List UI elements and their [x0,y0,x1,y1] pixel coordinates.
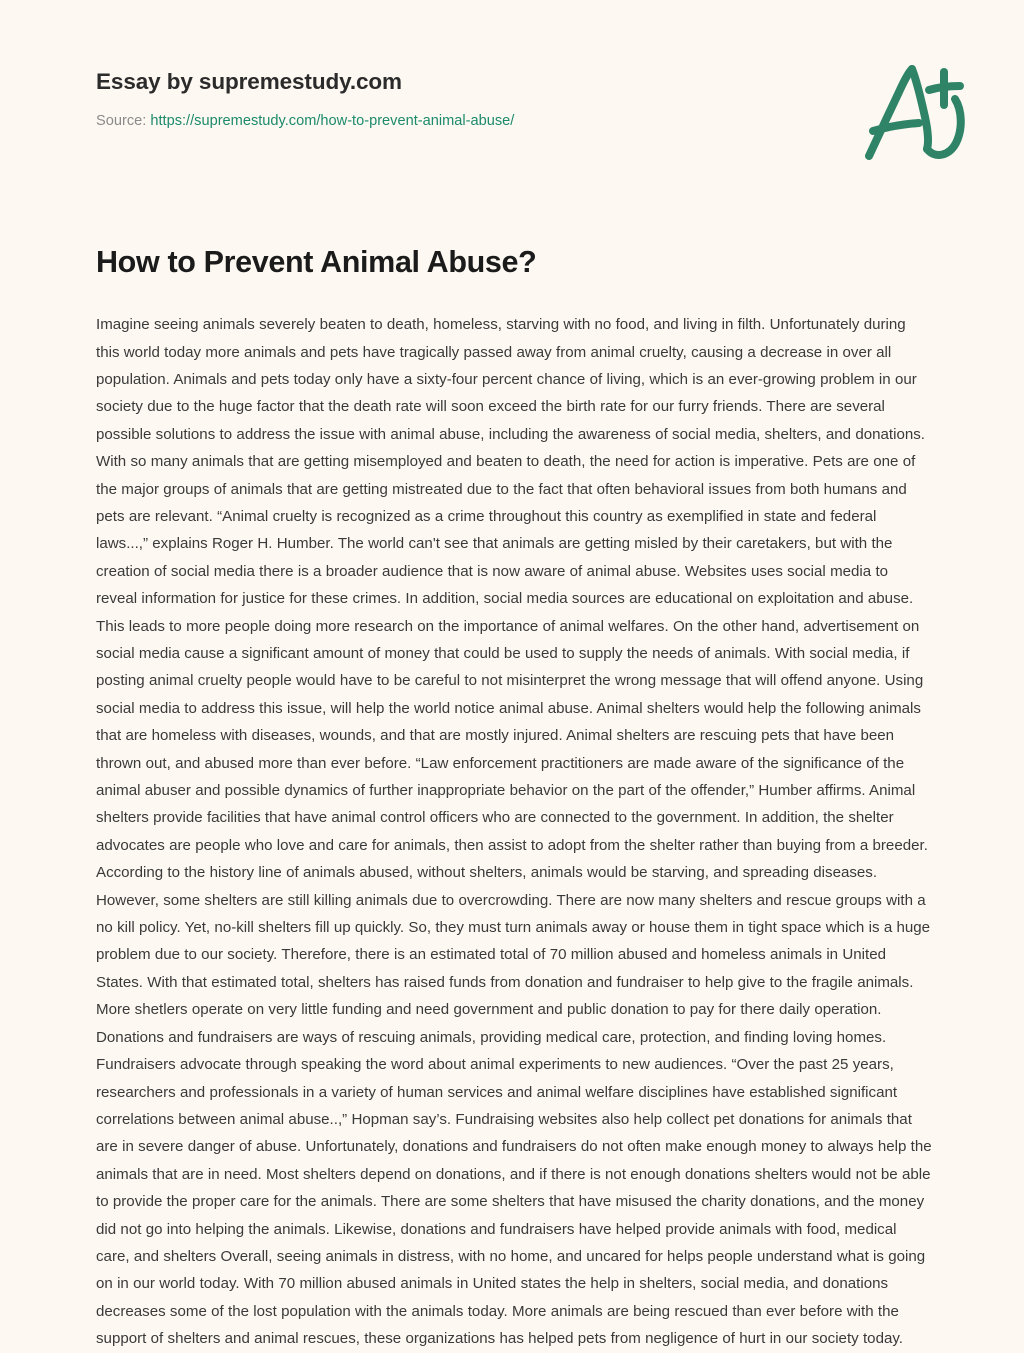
article-container [96,243,932,1353]
page-title: How to Prevent Animal Abuse? [96,245,537,279]
a-plus-logo [857,55,972,165]
a-plus-logo-icon [857,55,972,165]
article-body-text: Imagine seeing animals severely beaten to death, homeless, starving with no food, and living in filth. Unfortunately during this world today more animals and pets have tragically passed away from animal cruelty, causing a decrease in over all population. Animals and pets today only have a sixty-four percent chance of living, which is an ever-growing problem in our society due to the huge factor that the death rate will soon exceed the birth rate for our furry friends. There are several possible solutions to address the issue with animal abuse, including the awareness of social media, shelters, and donations. With so many animals that are getting misemployed and beaten to death, the need for action is imperative. Pets are one of the major groups of animals that are getting mistreated due to the fact that often behavioral issues from both humans and pets are relevant. “Animal cruelty is recognized as a crime throughout this country as exemplified in state and federal laws...,” explains Roger H. Humber. The world can't see that animals are getting misled by their caretakers, but with the creation of social media there is a broader audience that is now aware of animal abuse. Websites uses social media to reveal information for justice for these crimes. In addition, social media sources are educational on exploitation and abuse. This leads to more people doing more research on the importance of animal welfares. On the other hand, advertisement on social media cause a significant amount of money that could be used to supply the needs of animals. With social media, if posting animal cruelty people would have to be careful to not misinterpret the wrong message that will offend anyone. Using social media to address this issue, will help the world notice animal abuse. Animal shelters would help the following animals that are homeless with diseases, wounds, and that are mostly injured. Animal shelters are rescuing pets that have been thrown out, and abused more than ever before. “Law enforcement practitioners are made aware of the significance of the animal abuser and possible dynamics of further inappropriate behavior on the part of the offender,” Humber affirms. Animal shelters provide facilities that have animal control officers who are connected to the government. In addition, the shelter advocates are people who love and care for animals, then assist to adopt from the shelter rather than buying from a breeder. According to the history line of animals abused, without shelters, animals would be starving, and spreading diseases. However, some shelters are still killing animals due to overcrowding. There are now many shelters and rescue groups with a no kill policy. Yet, no-kill shelters fill up quickly. So, they must turn animals away or house them in tight space which is a huge problem due to our society. Therefore, there is an estimated total of 70 million abused and homeless animals in United States. With that estimated total, shelters has raised funds from donation and fundraiser to help give to the fragile animals. More shetlers operate on very little funding and need government and public donation to pay for there daily operation. Donations and fundraisers are ways of rescuing animals, providing medical care, protection, and finding loving homes. Fundraisers advocate through speaking the word about animal experiments to new audiences. “Over the past 25 years, researchers and professionals in a variety of human services and animal welfare disciplines have established significant correlations between animal abuse..,” Hopman say’s. Fundraising websites also help collect pet donations for animals that are in severe danger of abuse. Unfortunately, donations and fundraisers do not often make enough money to always help the animals that are in need. Most shelters depend on donations, and if there is not enough donations shelters would not be able to provide the proper care for the animals. There are some shelters that have misused the charity donations, and the money did not go into helping the animals. Likewise, donations and fundraisers have helped provide animals with food, medical care, and shelters Overall, seeing animals in distress, with no home, and uncared for helps people understand what is going on in our world today. With 70 million abused animals in United states the help in shelters, social media, and donations decreases some of the lost population with the animals today. More animals are being rescued than ever before with the support of shelters and animal rescues, these organizations has helped pets from negligence of hurt in our society today. [96,316,932,1348]
document-header [0,0,1024,195]
source-url-link[interactable]: https://supremestudy.com/how-to-prevent-animal-abuse/ [150,113,515,129]
essay-attribution: Essay by supremestudy.com [96,69,402,94]
source-label: Source: [96,113,147,129]
header-text-block [96,68,514,131]
source-line [96,95,514,131]
